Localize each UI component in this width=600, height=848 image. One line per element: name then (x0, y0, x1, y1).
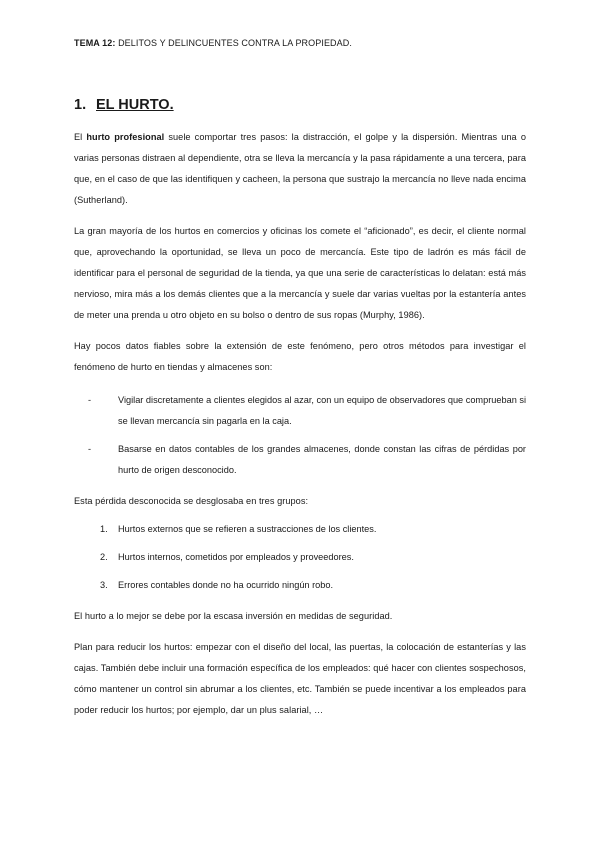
list-number: 1. (100, 524, 108, 534)
list-item-text: Hurtos externos que se refieren a sustracciones de los clientes. (118, 524, 377, 534)
header-text: DELITOS Y DELINCUENTES CONTRA LA PROPIEDAD. (115, 38, 352, 48)
section-heading (74, 97, 526, 113)
paragraph-groups-intro: Esta pérdida desconocida se desglosaba en tres grupos: (74, 496, 309, 506)
bold-term: hurto profesional (86, 132, 165, 142)
page-header (74, 38, 526, 48)
paragraph-professional-theft (74, 127, 526, 211)
paragraph-reduction-plan: Plan para reducir los hurtos: empezar con el diseño del local, las puertas, la colocación de estanterías y las cajas. También debe incluir una formación específica de los empleados: qué hacer con clientes sospechosos, cómo mantener un control sin abrumar a los clientes, etc. También se puede incentivar a los empleados para poder reducir los hurtos; por ejemplo, dar un plus salarial, … (74, 642, 526, 715)
methods-list (74, 390, 526, 481)
list-item (74, 575, 526, 596)
list-number: 2. (100, 552, 108, 562)
paragraph-amateur: La gran mayoría de los hurtos en comercios y oficinas los comete el “aficionado”, es decir, el cliente normal que, aprovechando la oportunidad, se lleva un poco de mercancía. Este tipo de ladrón es más fácil de identificar para el personal de seguridad de la tienda, ya que una serie de características lo delatan: está más nervioso, mira más a los demás clientes que a la mercancía y suele dar varias vueltas por la estantería antes de meter una prenda u otro objeto en su bolso o dentro de sus ropas (Murphy, 1986). (74, 226, 526, 320)
header-label: TEMA 12: (74, 38, 116, 48)
paragraph-text: El (74, 132, 87, 142)
section-title: EL HURTO. (96, 97, 174, 113)
paragraph-methods-intro: Hay pocos datos fiables sobre la extensión de este fenómeno, pero otros métodos para investigar el fenómeno de hurto en tiendas y almacenes son: (74, 341, 526, 372)
paragraph-security-investment: El hurto a lo mejor se debe por la escasa inversión en medidas de seguridad. (74, 611, 393, 621)
list-item-text: Hurtos internos, cometidos por empleados y proveedores. (118, 552, 354, 562)
list-item (74, 547, 526, 568)
groups-list (74, 519, 526, 596)
list-marker: - (88, 444, 92, 454)
list-item (74, 439, 526, 481)
list-number: 3. (100, 580, 108, 590)
list-item-text: Vigilar discretamente a clientes elegidos al azar, con un equipo de observadores que comprueban si se llevan mercancía sin pagarla en la caja. (118, 395, 526, 426)
list-item-text: Basarse en datos contables de los grandes almacenes, donde constan las cifras de pérdidas por hurto de origen desconocido. (118, 444, 526, 475)
list-item-text: Errores contables donde no ha ocurrido ningún robo. (118, 580, 334, 590)
paragraph-text: suele comportar tres pasos: la distracción, el golpe y la dispersión. Mientras una o varias personas distraen al dependiente, otra se lleva la mercancía y la pasa rápidamente a una tercera, para que, en el caso de que las identifiquen y cacheen, la persona que sustrajo la mercancía no lleve nada encima (Sutherland). (74, 132, 526, 205)
list-item (74, 390, 526, 432)
list-item (74, 519, 526, 540)
section-number: 1. (74, 97, 87, 113)
list-marker: - (88, 395, 92, 405)
